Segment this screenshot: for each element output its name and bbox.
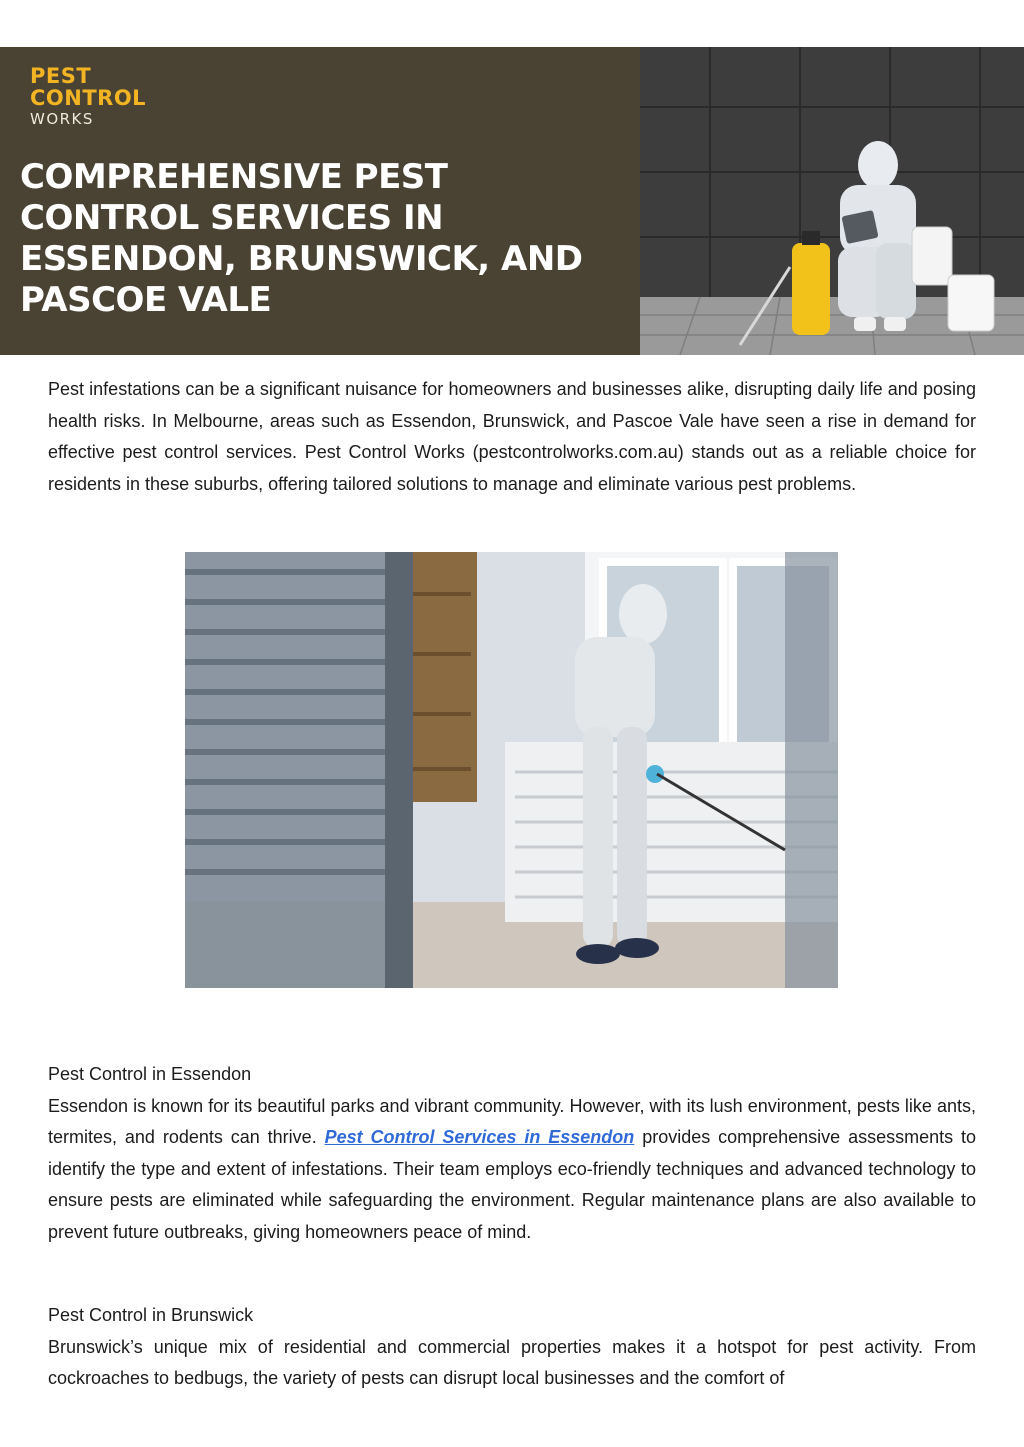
hero-photo-illustration (640, 47, 1024, 355)
hero-photo-technician (640, 47, 1024, 355)
essendon-heading: Pest Control in Essendon (48, 1064, 252, 1084)
logo-word-pest: PEST (30, 64, 92, 88)
essendon-section (48, 1059, 976, 1248)
page-title: COMPREHENSIVE PEST CONTROL SERVICES IN ESSENDON, BRUNSWICK, AND PASCOE VALE (20, 157, 583, 320)
essendon-paragraph (48, 1091, 976, 1249)
hero-banner (0, 47, 1024, 355)
technician-spraying-photo (185, 552, 838, 988)
logo-word-works: WORKS (30, 110, 94, 128)
photo-illustration (185, 552, 838, 988)
logo-word-control: CONTROL (30, 86, 147, 110)
company-logo[interactable] (30, 65, 170, 131)
brunswick-paragraph: Brunswick’s unique mix of residential and commercial properties makes it a hotspot for pest activity. From cockroaches to bedbugs, the variety of pests can disrupt local businesses and the comfort of (48, 1336, 976, 1388)
intro-section (48, 374, 976, 500)
essendon-text-before: Essendon is known for its beautiful parks and vibrant community. However, with its lush environment, pests like ants, termites, and rodents can thrive. (48, 1095, 976, 1147)
brunswick-section (48, 1300, 976, 1395)
essendon-services-link[interactable]: Pest Control Services in Essendon (324, 1127, 635, 1147)
essendon-text-after: provides comprehensive assessments to identify the type and extent of infestations. Their team employs eco-friendly techniques and advanced technology to ensure pests are eliminated while safeguarding the environment. Regular maintenance plans are also available to prevent future outbreaks, giving homeowners peace of mind. (48, 1127, 977, 1242)
brunswick-heading: Pest Control in Brunswick (48, 1305, 254, 1325)
intro-paragraph: Pest infestations can be a significant nuisance for homeowners and businesses alike, disrupting daily life and posing health risks. In Melbourne, areas such as Essendon, Brunswick, and Pascoe Vale have seen a rise in demand for effective pest control services. Pest Control Works (pestcontrolworks.com.au) stands out as a reliable choice for residents in these suburbs, offering tailored solutions to manage and eliminate various pest problems. (48, 379, 976, 494)
hero-text-panel (0, 47, 640, 355)
